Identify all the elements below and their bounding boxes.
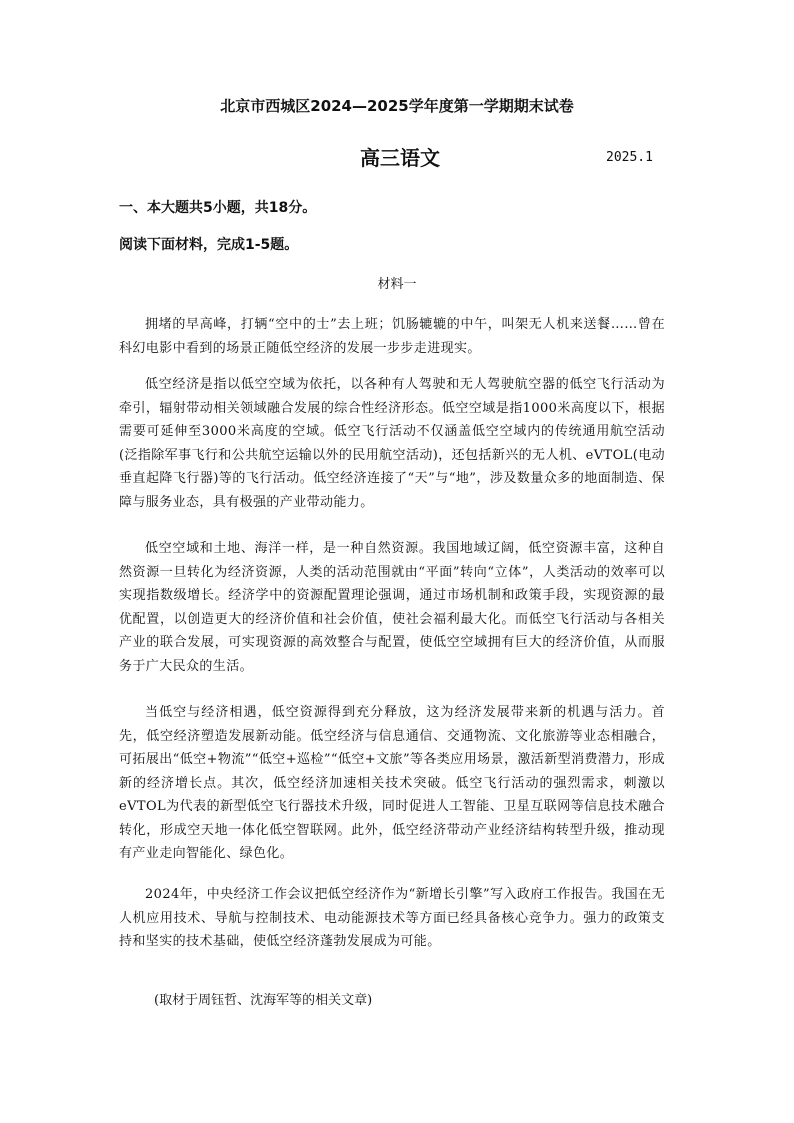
- material-heading: 材料一: [377, 277, 417, 292]
- paragraph-2: 低空经济是指以低空空域为依托，以各种有人驾驶和无人驾驶航空器的低空飞行活动为牵引，辐射带动相关领域融合发展的综合性经济形态。低空空域是指1000米高度以下，根据需要可延伸至3000米高度的空域。低空飞行活动不仅涵盖低空空域内的传统通用航空活动(泛指除军事飞行和公共航空运输以外的民用航空活动)，还包括新兴的无人机、eVTOL(电动垂直起降飞行器)等的飞行活动。低空经济连接了“天”与“地”，涉及数量众多的地面制造、保障与服务业态，具有极强的产业带动能力。: [119, 377, 665, 510]
- paragraph-1: 拥堵的早高峰，打辆“空中的士”去上班；饥肠辘辘的中午，叫架无人机来送餐……曾在科幻电影中看到的场景正随低空经济的发展一步步走进现实。: [119, 317, 665, 356]
- reading-instruction: 阅读下面材料，完成1-5题。: [119, 237, 299, 253]
- paragraph-5: 2024年，中央经济工作会议把低空经济作为“新增长引擎”写入政府工作报告。我国在无人机应用技术、导航与控制技术、电动能源技术等方面已经具备核心竞争力。强力的政策支持和坚实的技术基础，使低空经济蓬勃发展成为可能。: [119, 887, 665, 949]
- paragraph-4: 当低空与经济相遇，低空资源得到充分释放，这为经济发展带来新的机遇与活力。首先，低空经济塑造发展新动能。低空经济与信息通信、交通物流、文化旅游等业态相融合，可拓展出“低空+物流”“低空+巡检”“低空+文旅”等各类应用场景，激活新型消费潜力，形成新的经济增长点。其次，低空经济加速相关技术突破。低空飞行活动的强烈需求，刺激以eVTOL为代表的新型低空飞行器技术升级，同时促进人工智能、卫星互联网等信息技术融合转化，形成空天地一体化低空智联网。此外，低空经济带动产业经济结构转型升级，推动现有产业走向智能化、绿色化。: [119, 705, 665, 861]
- paragraph-3: 低空空域和土地、海洋一样，是一种自然资源。我国地域辽阔，低空资源丰富，这种自然资源一旦转化为经济资源，人类的活动范围就由“平面”转向“立体”，人类活动的效率可以实现指数级增长。经济学中的资源配置理论强调，通过市场机制和政策手段，实现资源的最优配置，以创造更大的经济价值和社会价值，使社会福利最大化。而低空飞行活动与各相关产业的联合发展，可实现资源的高效整合与配置，使低空空域拥有巨大的经济价值，从而服务于广大民众的生活。: [119, 541, 665, 674]
- exam-date: 2025.1: [606, 150, 653, 165]
- section-heading: 一、本大题共5小题，共18分。: [119, 200, 317, 216]
- source-citation: (取材于周钰哲、沈海军等的相关文章): [154, 993, 373, 1008]
- subject-title: 高三语文: [360, 146, 440, 170]
- exam-title: 北京市西城区2024—2025学年度第一学期期末试卷: [220, 97, 574, 115]
